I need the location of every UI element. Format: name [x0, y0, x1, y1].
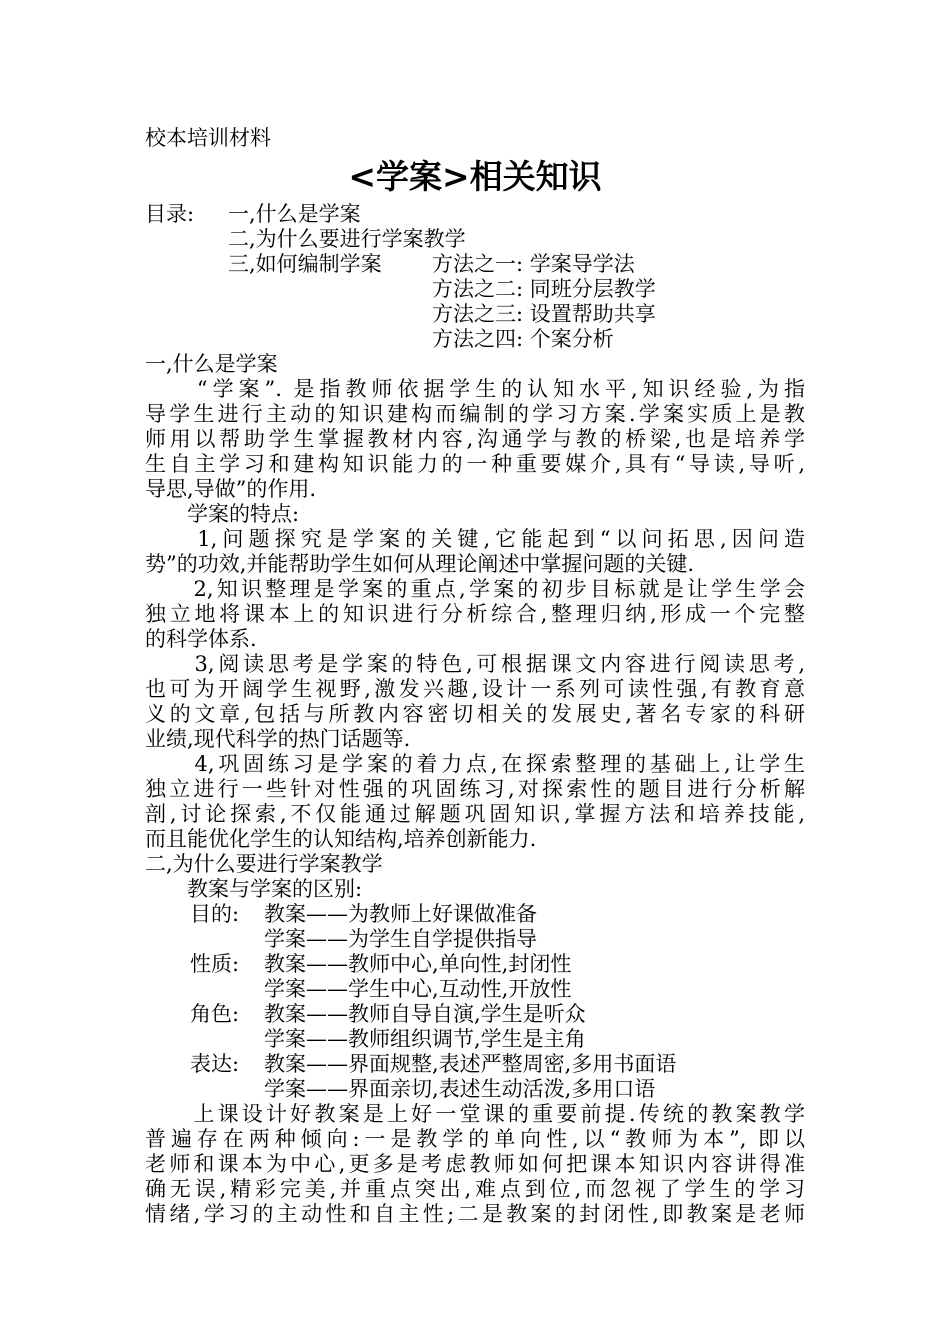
difference-label: 教案与学案的区别:	[145, 877, 363, 901]
paragraph-line: 3,阅读思考是学案的特色,可根据课文内容进行阅读思考,	[145, 652, 805, 676]
row-study-plan: 学案——教师组织调节,学生是主角	[264, 1027, 586, 1051]
row-label: 表达:	[190, 1052, 240, 1076]
paragraph-line: 业绩,现代科学的热门话题等.	[145, 727, 411, 751]
paragraph-line: 2,知识整理是学案的重点,学案的初步目标就是让学生学会	[145, 577, 805, 601]
paragraph-line: 4,巩固练习是学案的着力点,在探索整理的基础上,让学生	[145, 752, 805, 776]
paragraph-line: 义的文章,包括与所教内容密切相关的发展史,著名专家的科研	[145, 702, 805, 726]
row-study-plan: 学案——为学生自学提供指导	[264, 927, 537, 951]
paragraph-line: 确无误,精彩完美,并重点突出,难点到位,而忽视了学生的学习	[145, 1177, 805, 1201]
toc-item-1: 一,什么是学案	[228, 202, 361, 226]
paragraph-line: 势”的功效,并能帮助学生如何从理论阐述中掌握问题的关键.	[145, 552, 695, 576]
row-study-plan: 学案——界面亲切,表述生动活泼,多用口语	[264, 1077, 656, 1101]
paragraph-line: 情绪,学习的主动性和自主性;二是教案的封闭性,即教案是老师	[145, 1202, 805, 1226]
paragraph-line: 老师和课本为中心,更多是考虑教师如何把课本知识内容讲得准	[145, 1152, 805, 1176]
paragraph-line: 独立地将课本上的知识进行分析综合,整理归纳,形成一个完整	[145, 602, 805, 626]
paragraph-line: 导学生进行主动的知识建构而编制的学习方案.学案实质上是教	[145, 402, 805, 426]
paragraph-line: 师用以帮助学生掌握教材内容,沟通学与教的桥梁,也是培养学	[145, 427, 805, 451]
row-label: 目的:	[190, 902, 240, 926]
paragraph-line: 独立进行一些针对性强的巩固练习,对探索性的题目进行分析解	[145, 777, 805, 801]
toc-method-2: 方法之二: 同班分层教学	[432, 277, 656, 301]
paragraph-line: 剖,讨论探索,不仅能通过解题巩固知识,掌握方法和培养技能,	[145, 802, 805, 826]
section-2-heading: 二,为什么要进行学案教学	[145, 852, 383, 876]
paragraph-line: 也可为开阔学生视野,激发兴趣,设计一系列可读性强,有教育意	[145, 677, 805, 701]
row-study-plan: 学案——学生中心,互动性,开放性	[264, 977, 572, 1001]
row-lesson-plan: 教案——教师自导自演,学生是听众	[264, 1002, 586, 1026]
toc-method-3: 方法之三: 设置帮助共享	[432, 302, 656, 326]
toc-label: 目录:	[145, 202, 195, 226]
row-lesson-plan: 教案——教师中心,单向性,封闭性	[264, 952, 572, 976]
paragraph-line: 1,问题探究是学案的关键,它能起到“以问拓思,因问造	[145, 527, 805, 551]
paragraph-line: 普遍存在两种倾向:一是教学的单向性,以“教师为本”, 即以	[145, 1127, 805, 1151]
toc-item-3: 三,如何编制学案	[228, 252, 382, 276]
toc-method-4: 方法之四: 个案分析	[432, 327, 614, 351]
section-1-heading: 一,什么是学案	[145, 352, 278, 376]
row-label: 角色:	[190, 1002, 240, 1026]
row-label: 性质:	[190, 952, 240, 976]
row-lesson-plan: 教案——为教师上好课做准备	[264, 902, 537, 926]
toc-item-2: 二,为什么要进行学案教学	[228, 227, 466, 251]
header-label: 校本培训材料	[145, 126, 271, 150]
page-title: <学案>相关知识	[348, 157, 602, 196]
paragraph-line: 上课设计好教案是上好一堂课的重要前提.传统的教案教学	[145, 1102, 805, 1126]
paragraph-line: 导思,导做”的作用.	[145, 477, 317, 501]
paragraph-line: 的科学体系.	[145, 627, 257, 651]
paragraph-line: “学案”. 是指教师依据学生的认知水平,知识经验,为指	[145, 377, 805, 401]
toc-method-1: 方法之一: 学案导学法	[432, 252, 635, 276]
row-lesson-plan: 教案——界面规整,表述严整周密,多用书面语	[264, 1052, 677, 1076]
paragraph-line: 生自主学习和建构知识能力的一种重要媒介,具有“导读,导听,	[145, 452, 805, 476]
features-label: 学案的特点:	[145, 502, 300, 526]
paragraph-line: 而且能优化学生的认知结构,培养创新能力.	[145, 827, 537, 851]
